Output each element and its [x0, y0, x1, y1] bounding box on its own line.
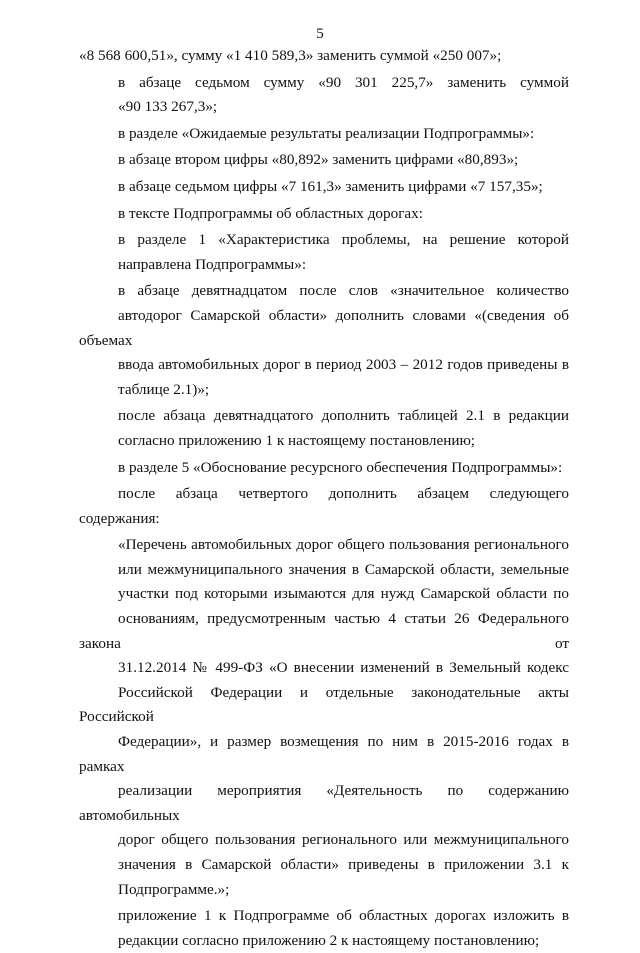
text-line: «Перечень автомобильных дорог общего пользования регионального	[118, 536, 569, 554]
text-line: в абзаце втором цифры «80,892» заменить цифрами «80,893»;	[118, 151, 519, 169]
paragraph	[79, 279, 569, 402]
text-line: Российской Федерации и отдельные законодательные акты Российской	[79, 683, 569, 726]
text-line: участки под которыми изымаются для нужд Самарской области по	[118, 585, 569, 603]
text-line: в абзаце седьмом сумму «90 301 225,7» заменить суммой	[118, 73, 569, 91]
paragraph	[79, 175, 569, 200]
text-line: «90 133 267,3»;	[118, 98, 218, 116]
text-line: в абзаце девятнадцатом после слов «значительное количество	[118, 282, 569, 300]
text-line: автодорог Самарской области» дополнить словами «(сведения об объемах	[79, 306, 569, 349]
text-line: реализации мероприятия «Деятельность по содержанию автомобильных	[79, 782, 569, 824]
text-line: дорог общего пользования регионального или межмуниципального	[118, 831, 569, 849]
text-line: в разделе 1 «Характеристика проблемы, на решение которой	[118, 231, 569, 249]
text-line: Федерации», и размер возмещения по ним в 2015-2016 годах в рамках	[79, 733, 569, 775]
paragraph	[79, 482, 569, 531]
paragraph	[79, 122, 569, 147]
paragraph	[79, 404, 569, 453]
paragraph	[79, 44, 569, 69]
text-line: в разделе 5 «Обоснование ресурсного обеспечения Подпрограммы»:	[118, 458, 563, 476]
paragraph	[79, 202, 569, 227]
paragraph	[79, 904, 569, 953]
text-line: после абзаца девятнадцатого дополнить таблицей 2.1 в редакции	[118, 407, 569, 425]
paragraph	[79, 148, 569, 173]
text-line: в разделе «Ожидаемые результаты реализации Подпрограммы»:	[118, 124, 535, 142]
text-line: таблице 2.1)»;	[118, 380, 210, 398]
document-body	[79, 44, 569, 953]
text-line: 31.12.2014 № 499-ФЗ «О внесении изменений в Земельный кодекс	[118, 659, 569, 677]
text-line: ввода автомобильных дорог в период 2003 – 2012 годов приведены в	[118, 356, 569, 374]
paragraph	[79, 71, 569, 120]
text-line: основаниям, предусмотренным частью 4 статьи 26 Федерального закона от	[79, 610, 569, 652]
text-line: приложение 1 к Подпрограмме об областных дорогах изложить в	[118, 907, 569, 925]
text-line: направлена Подпрограммы»:	[118, 255, 307, 273]
text-line: Подпрограмме.»;	[118, 880, 230, 898]
text-line: значения в Самарской области» приведены в приложении 3.1 к	[118, 856, 569, 873]
text-line: или межмуниципального значения в Самарской области, земельные	[118, 560, 569, 578]
paragraph	[79, 533, 569, 902]
paragraph	[79, 228, 569, 277]
paragraph	[79, 456, 569, 481]
text-line: в тексте Подпрограммы об областных дорогах:	[118, 204, 423, 222]
text-line: в абзаце седьмом цифры «7 161,3» заменить цифрами «7 157,35»;	[118, 177, 543, 195]
text-line: согласно приложению 1 к настоящему постановлению;	[118, 431, 476, 449]
text-line: редакции согласно приложению 2 к настоящему постановлению;	[118, 931, 540, 949]
text-line: «8 568 600,51», сумму «1 410 589,3» заменить суммой «250 007»;	[79, 47, 502, 64]
page-number: 5	[316, 26, 324, 42]
text-line: после абзаца четвертого дополнить абзацем следующего содержания:	[79, 485, 569, 527]
